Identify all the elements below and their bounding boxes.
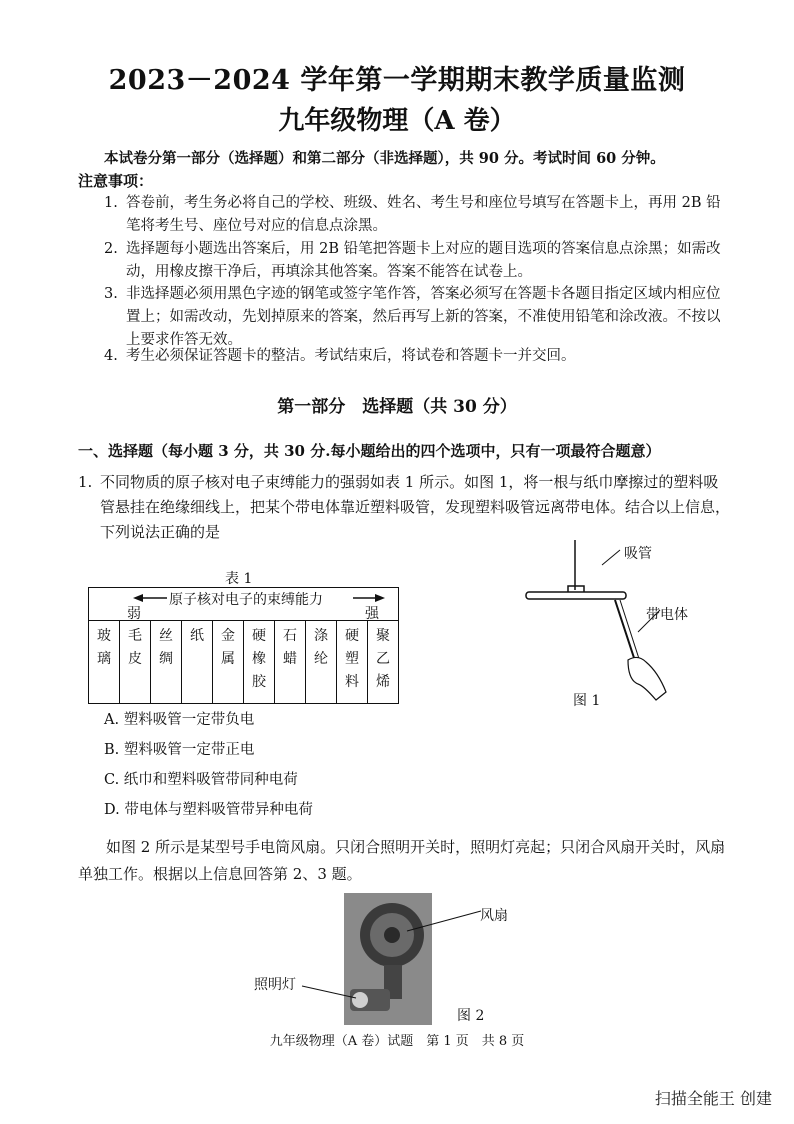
- notice-item-num: 1.: [104, 195, 118, 211]
- option-label: D.: [104, 802, 120, 818]
- material-text: 玻璃: [97, 628, 111, 667]
- strong-label: 强: [365, 606, 379, 622]
- option-text: 纸巾和塑料吸管带同种电荷: [123, 772, 298, 788]
- figure-2-caption: 图 2: [457, 1008, 485, 1024]
- material-text: 金属: [221, 628, 235, 667]
- material-cell: [306, 621, 337, 704]
- fan-leader-line: [405, 905, 485, 935]
- notice-heading: 注意事项：: [78, 172, 154, 190]
- option-label: A.: [104, 712, 120, 728]
- option-text: 塑料吸管一定带负电: [123, 712, 255, 728]
- notice-item-num: 3.: [104, 286, 118, 302]
- material-text: 丝绸: [159, 628, 173, 667]
- light-label: 照明灯: [254, 977, 296, 993]
- notice-item-num: 2.: [104, 241, 118, 257]
- table-header-text: 原子核对电子的束缚能力: [169, 589, 323, 609]
- material-cell: [182, 621, 213, 704]
- material-cell: [213, 621, 244, 704]
- material-cell: [368, 621, 399, 704]
- part1-title: 第一部分 选择题（共 30 分）: [277, 397, 517, 417]
- material-cell: [244, 621, 275, 704]
- question-number: 1.: [78, 473, 93, 491]
- question-text: 不同物质的原子核对电子束缚能力的强弱如表 1 所示。如图 1，将一根与纸巾摩擦过的塑料吸管悬挂在绝缘细线上，把某个带电体靠近塑料吸管，发现塑料吸管远离带电体。结合以上信息，下列说法正确的是: [100, 473, 731, 541]
- table-header-cell: [89, 588, 399, 621]
- material-text: 纸: [190, 628, 204, 644]
- material-cell: [337, 621, 368, 704]
- option-text: 塑料吸管一定带正电: [123, 742, 255, 758]
- section-label: 一、选择题: [78, 442, 154, 460]
- material-cell: [120, 621, 151, 704]
- straw-label: 吸管: [624, 546, 652, 562]
- option-text: 带电体与塑料吸管带异种电荷: [124, 802, 313, 818]
- material-text: 硬塑料: [345, 628, 359, 690]
- notice-item-text: 非选择题必须用黑色字迹的钢笔或签字笔作答，答案必须写在答题卡各题目指定区域内相应位置上；如需改动，先划掉原来的答案，然后再写上新的答案，不准使用铅笔和涂改液。不按以上要求作答无效。: [126, 286, 721, 348]
- section-heading: [78, 440, 660, 461]
- scanner-watermark: 扫描全能王 创建: [654, 1089, 772, 1108]
- material-cell: [89, 621, 120, 704]
- notice-item-text: 选择题每小题选出答案后，用 2B 铅笔把答题卡上对应的题目选项的答案信息点涂黑；如需改动，用橡皮擦干净后，再填涂其他答案。答案不能答在试卷上。: [126, 241, 721, 280]
- table-caption: 表 1: [225, 571, 253, 587]
- material-text: 硬橡胶: [252, 628, 266, 690]
- question-1: [78, 470, 732, 545]
- charged-body-label: 带电体: [646, 607, 688, 623]
- weak-label: 弱: [127, 606, 141, 622]
- option-b[interactable]: [104, 738, 254, 759]
- binding-table: [88, 587, 399, 704]
- option-label: C.: [104, 772, 120, 788]
- option-d[interactable]: [104, 798, 313, 819]
- fan-label: 风扇: [480, 908, 508, 924]
- figure-1-caption: 图 1: [573, 693, 601, 709]
- material-text: 涤纶: [314, 628, 328, 667]
- material-cell: [151, 621, 182, 704]
- option-c[interactable]: [104, 768, 298, 789]
- option-a[interactable]: [104, 708, 254, 729]
- exam-intro: 本试卷分第一部分（选择题）和第二部分（非选择题），共 90 分。考试时间 60 分钟。: [104, 150, 665, 167]
- material-text: 毛皮: [128, 628, 142, 667]
- material-text: 石蜡: [283, 628, 297, 667]
- figure-1-illustration: [520, 540, 700, 710]
- notice-item-text: 考生必须保证答题卡的整洁。考试结束后，将试卷和答题卡一并交回。: [126, 348, 576, 364]
- light-leader-line: [300, 982, 360, 1002]
- section-desc: （每小题 3 分，共 30 分.每小题给出的四个选项中，只有一项最符合题意）: [153, 442, 661, 460]
- exam-subtitle: 九年级物理（A 卷）: [278, 106, 516, 136]
- notice-item-text: 答卷前，考生务必将自己的学校、班级、姓名、考生号和座位号填写在答题卡上，再用 2B 铅笔将考生号、座位号对应的信息点涂黑。: [126, 195, 721, 234]
- questions-2-3-intro: 如图 2 所示是某型号手电筒风扇。只闭合照明开关时，照明灯亮起；只闭合风扇开关时，风扇单独工作。根据以上信息回答第 2、3 题。: [78, 838, 726, 883]
- page-footer: 九年级物理（A 卷）试题 第 1 页 共 8 页: [269, 1034, 525, 1049]
- option-label: B.: [104, 742, 120, 758]
- exam-title: 2023－2024 学年第一学期期末教学质量监测: [108, 65, 686, 96]
- material-cell: [275, 621, 306, 704]
- material-text: 聚乙烯: [376, 628, 390, 690]
- notice-item-num: 4.: [104, 348, 118, 364]
